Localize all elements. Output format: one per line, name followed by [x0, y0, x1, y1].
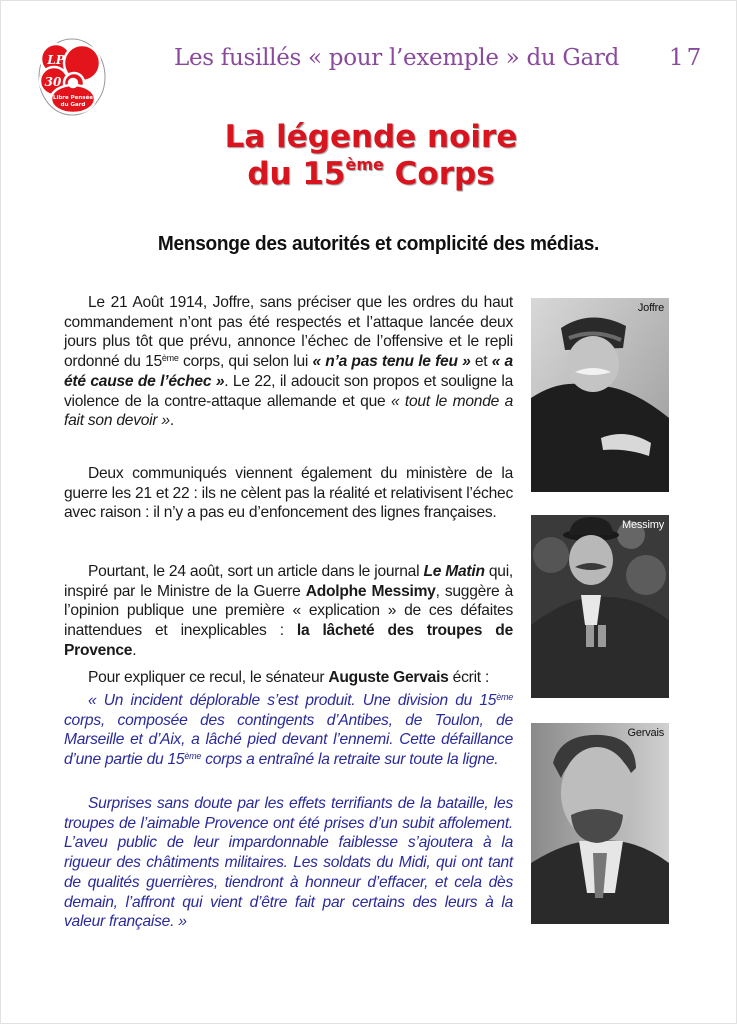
- gervais-quote-2: [64, 794, 513, 932]
- title-line-2: [151, 156, 591, 193]
- text-run: .: [132, 641, 137, 659]
- text-run: Pour expliquer ce recul, le sénateur: [88, 669, 329, 686]
- libre-pensee-logo: [26, 37, 118, 117]
- text-run: . Le 22, il adoucit son propos et souligne la violence de la contre-attaque allemande et que: [64, 372, 513, 410]
- logo-text-libre-pensee: Libre Pensée: [52, 95, 94, 101]
- paragraph-text: Deux communiqués viennent également du ministère de la guerre les 21 et 22 : ils ne cèlent pas la réalité et relativisent l’échec avec raison : il n’y a pas eu d’enfoncement des lignes françaises.: [64, 465, 513, 522]
- text-run: « Un incident déplorable s’est produit. Une division du 15: [88, 692, 497, 709]
- title-line-2-post: Corps: [383, 156, 495, 192]
- text-run: Pourtant, le 24 août, sort un article dans le journal: [88, 563, 424, 580]
- paragraph-gervais-intro: [64, 668, 513, 688]
- paragraph-joffre: [64, 293, 513, 431]
- subtitle: Mensonge des autorités et complicité des médias.: [157, 232, 600, 255]
- text-run: et: [470, 353, 492, 371]
- logo-text-30: 30: [44, 75, 62, 89]
- minister-name: Adolphe Messimy: [305, 582, 436, 600]
- quote-joffre-3: « tout le monde a fait son devoir »: [64, 392, 513, 430]
- claim-text: la lâcheté des troupes de Provence: [64, 622, 513, 659]
- logo-text-lp: LP: [47, 53, 65, 67]
- text-run: corps, composée des contingents d’Antibes, de Toulon, de Marseille et d’Aix, a lâché pied devant l’ennemi. Cette défaillance d’une partie du 15: [64, 711, 513, 769]
- title-line-1: La légende noire: [224, 119, 518, 155]
- photo-messimy: [531, 515, 669, 698]
- photo-label-gervais: Gervais: [627, 727, 664, 739]
- photo-label-messimy: Messimy: [622, 519, 664, 531]
- page-number: 17: [669, 45, 705, 71]
- running-title: Les fusillés « pour l’exemple » du Gard: [174, 45, 619, 71]
- logo-text-du-gard: du Gard: [60, 102, 86, 108]
- superscript: ème: [496, 692, 513, 702]
- superscript: ème: [161, 353, 179, 364]
- title-superscript: ème: [345, 155, 384, 174]
- text-run: écrit :: [448, 669, 490, 686]
- quote-joffre-2: « a été cause de l’échec »: [64, 353, 513, 390]
- superscript: ème: [184, 751, 202, 762]
- paragraph-le-matin: [64, 562, 513, 661]
- photo-gervais: [531, 723, 669, 924]
- text-run: corps a entraîné la retraite sur toute la ligne.: [201, 751, 499, 769]
- text-run: qui, inspiré par le Ministre de la Guerre: [64, 563, 514, 600]
- page-title: [151, 119, 591, 193]
- journal-name: Le Matin: [423, 563, 485, 580]
- text-run: corps, qui selon lui: [178, 353, 313, 371]
- senator-name: Auguste Gervais: [328, 669, 449, 686]
- photo-label-joffre: Joffre: [637, 302, 664, 314]
- text-run: Le 21 Août 1914, Joffre, sans préciser que les ordres du haut commandement n’ont pas été respectés et l’attaque lancée deux jours plus tôt que prévu, annonce l’échec de l’offensive et le repli ordonné du 15: [64, 294, 513, 371]
- title-line-2-pre: du 15: [247, 156, 346, 192]
- paragraph-communiques: [64, 464, 513, 523]
- text-run: , suggère à l’opinion publique une première « explication » de ces défaites inattendues et inexplicables :: [64, 582, 514, 640]
- photo-joffre: [531, 298, 669, 492]
- paragraph-text: Surprises sans doute par les effets terrifiants de la bataille, les troupes de l’aimable Provence ont été prises d’un subit affolement. L’aveu public de leur impardonnable faiblesse s’ajoutera à la rigueur des châtiments militaires. Les soldats du Midi, qui ont tant de qualités guerrières, tiendront à honneur d’effacer, et cela dès demain, l’affront qui vient d’être fait par certains des leurs à la valeur française. »: [64, 795, 513, 931]
- gervais-quote-1: [64, 691, 513, 770]
- text-run: .: [169, 412, 174, 430]
- quote-joffre-1: « n’a pas tenu le feu »: [312, 353, 471, 371]
